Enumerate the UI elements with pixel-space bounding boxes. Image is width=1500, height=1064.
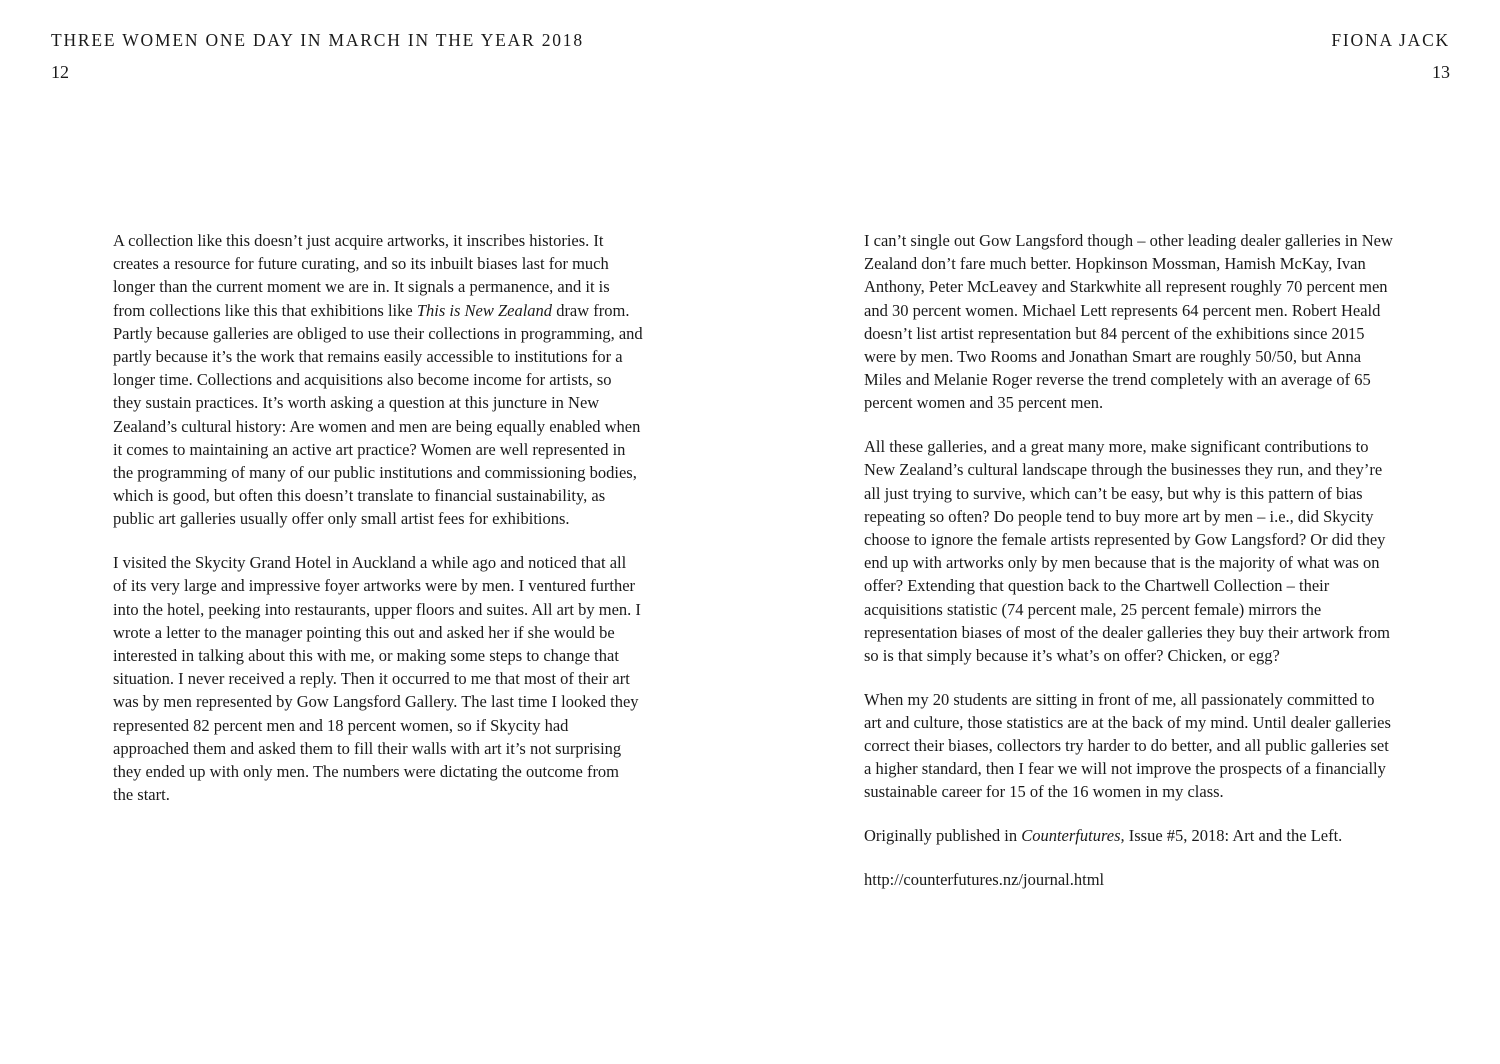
source-note: Originally published in Counterfutures, Issue #5, 2018: Art and the Left. bbox=[864, 826, 1343, 846]
running-head-left: THREE WOMEN ONE DAY IN MARCH IN THE YEAR 2018 bbox=[51, 30, 584, 50]
paragraph: All these galleries, and a great many more, make significant contributions to New Zealand’s cultural landscape through the businesses they run, and they’re all just trying to survive, which can’t be easy, but why is this pattern of bias repeating so often? Do people tend to buy more art by men – i.e., did Skycity choose to ignore the female artists represented by Gow Langsford? Or did they end up with artworks only by men because that is the majority of what was on offer? Extending that question back to the Chartwell Collection – their acquisitions statistic (74 percent male, 25 percent female) mirrors the representation biases of most of the dealer galleries they buy their artwork from so is that simply because it’s what’s on offer? Chicken, or egg? bbox=[864, 437, 1390, 665]
paragraph: When my 20 students are sitting in front of me, all passionately committed to art and culture, those statistics are at the back of my mind. Until dealer galleries correct their biases, collectors try harder to do better, and all public galleries set a higher standard, then I fear we will not improve the prospects of a financially sustainable career for 15 of the 16 women in my class. bbox=[864, 689, 1391, 802]
source-url: http://counterfutures.nz/journal.html bbox=[864, 869, 1105, 889]
page-number-left: 12 bbox=[51, 62, 69, 82]
italic-journal-title: Counterfutures, bbox=[1021, 826, 1125, 846]
running-head-right: FIONA JACK bbox=[1331, 30, 1450, 50]
paragraph: I can’t single out Gow Langsford though – other leading dealer galleries in New Zealand don’t fare much better. Hopkinson Mossman, Hamish McKay, Ivan Anthony, Peter McLeavey and Starkwhite all represent roughly 70 percent men and 30 percent women. Michael Lett represents 64 percent men. Robert Heald doesn’t list artist representation but 84 percent of the exhibitions since 2015 were by men. Two Rooms and Jonathan Smart are roughly 50/50, but Anna Miles and Melanie Roger reverse the trend completely with an average of 65 percent women and 35 percent men. bbox=[864, 231, 1393, 413]
paragraph: A collection like this doesn’t just acquire artworks, it inscribes histories. It creates a resource for future curating, and so its inbuilt biases last for much longer than the current moment we are in. It signals a permanence, and it is from collections like this that exhibitions like This is New Zealand draw from. Partly because galleries are obliged to use their collections in programming, and partly because it’s the work that remains easily accessible to institutions for a longer time. Collections and acquisitions also become income for artists, so they sustain practices. It’s worth asking a question at this juncture in New Zealand’s cultural history: Are women and men are being equally enabled when it comes to maintaining an active art practice? Women are well represented in the programming of many of our public institutions and commissioning bodies, which is good, but often this doesn’t translate to financial sustainability, as public art galleries usually offer only small artist fees for exhibitions. bbox=[113, 231, 643, 529]
paragraph: I visited the Skycity Grand Hotel in Auckland a while ago and noticed that all of its very large and impressive foyer artworks were by men. I ventured further into the hotel, peeking into restaurants, upper floors and suites. All art by men. I wrote a letter to the manager pointing this out and asked her if she would be interested in talking about this with me, or making some steps to change that situation. I never received a reply. Then it occurred to me that most of their art was by men represented by Gow Langsford Gallery. The last time I looked they represented 82 percent men and 18 percent women, so if Skycity had approached them and asked them to fill their walls with art it’s not surprising they ended up with only men. The numbers were dictating the outcome from the start. bbox=[113, 553, 641, 805]
left-text-column bbox=[113, 229, 643, 827]
page-number-right: 13 bbox=[1432, 62, 1450, 82]
italic-title: This is New Zealand bbox=[416, 300, 553, 320]
right-text-column bbox=[864, 229, 1394, 912]
